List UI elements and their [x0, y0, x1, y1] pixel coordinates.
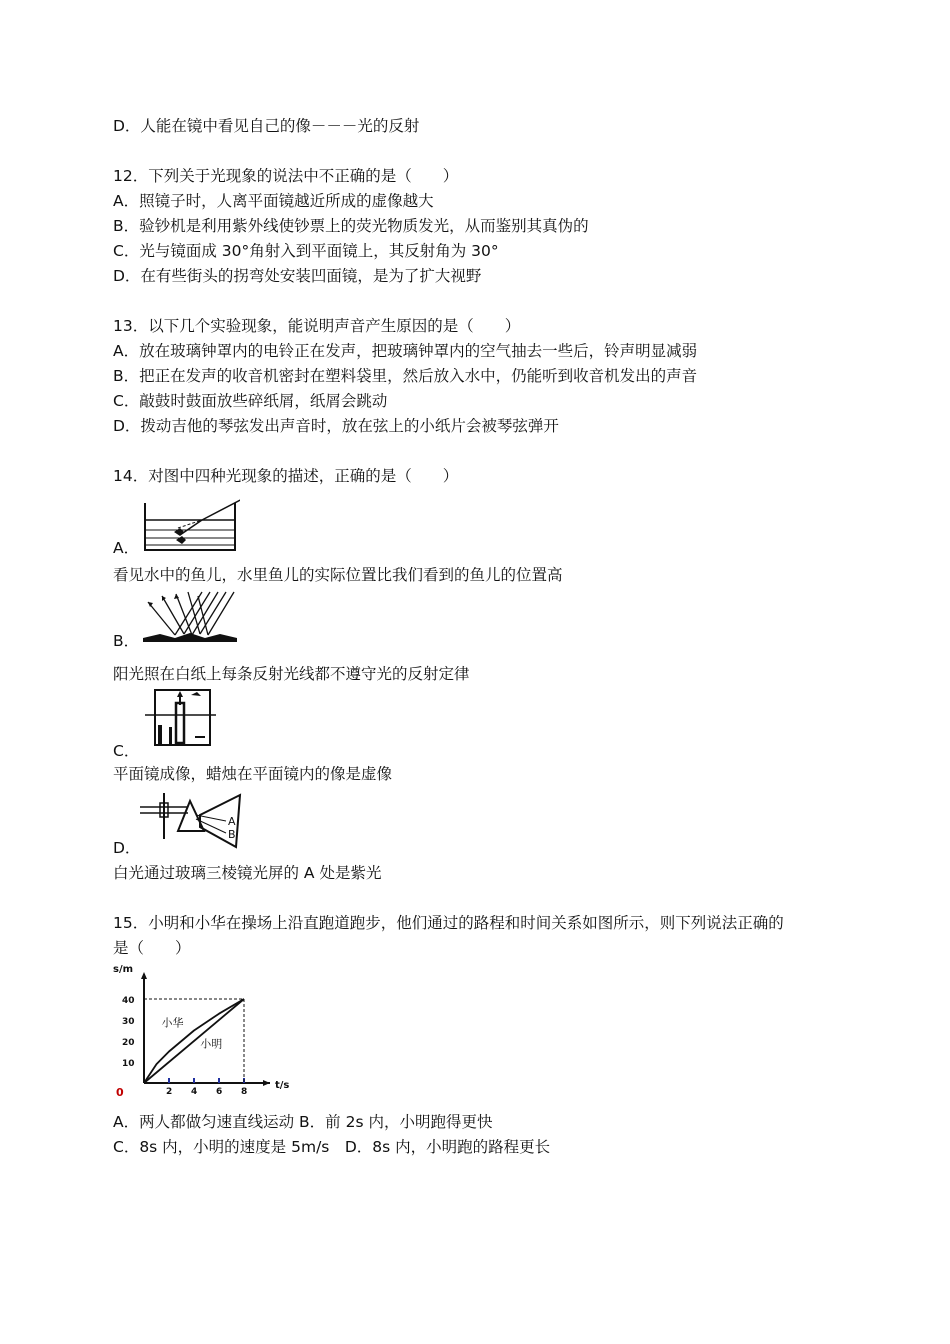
y-tick-label: 10: [122, 1059, 135, 1069]
x-axis-label: t/s: [275, 1080, 290, 1091]
series-line: [144, 999, 244, 1083]
x-tick-label: 4: [191, 1087, 198, 1097]
prism-label-a: A: [228, 815, 236, 828]
diffuse-reflection-figure: [140, 588, 240, 644]
x-tick-label: 2: [166, 1087, 173, 1097]
y-tick-label: 30: [122, 1017, 135, 1027]
q13-option-a: A．放在玻璃钟罩内的电铃正在发声，把玻璃钟罩内的空气抽去一些后，铃声明显减弱: [113, 342, 698, 360]
q14-label-b: B．: [113, 632, 140, 650]
fish-refraction-figure: [140, 488, 240, 556]
q14-desc-a: 看见水中的鱼儿，水里鱼儿的实际位置比我们看到的鱼儿的位置高: [113, 566, 563, 584]
series-label: 小明: [200, 1037, 223, 1051]
q12-stem: 12．下列关于光现象的说法中不正确的是（ ）: [113, 167, 459, 185]
q14-label-c: C．: [113, 742, 140, 760]
q15-stem-line2: 是（ ）: [113, 939, 191, 957]
q14-desc-c: 平面镜成像，蜡烛在平面镜内的像是虚像: [113, 765, 393, 783]
q15-stem-line1: 15．小明和小华在操场上沿直跑道跑步，他们通过的路程和时间关系如图所示，则下列说法正确的: [113, 914, 784, 932]
y-axis-arrow: [141, 972, 147, 979]
y-axis-label: s/m: [113, 964, 134, 975]
y-tick-label: 20: [122, 1038, 135, 1048]
q14-desc-d: 白光通过玻璃三棱镜光屏的 A 处是紫光: [113, 864, 382, 882]
q14-stem: 14．对图中四种光现象的描述，正确的是（ ）: [113, 467, 459, 485]
origin-label: 0: [116, 1086, 124, 1099]
q13-stem: 13．以下几个实验现象，能说明声音产生原因的是（ ）: [113, 317, 521, 335]
series-label: 小华: [161, 1016, 184, 1030]
q13-option-d: D．拨动吉他的琴弦发出声音时，放在弦上的小纸片会被琴弦弹开: [113, 417, 559, 435]
q14-label-d: D．: [113, 839, 141, 857]
q15-options-cd: C．8s 内，小明的速度是 5m/s D．8s 内，小明跑的路程更长: [113, 1138, 551, 1156]
q15-options-ab: A．两人都做匀速直线运动 B．前 2s 内，小明跑得更快: [113, 1113, 493, 1131]
x-tick-label: 6: [216, 1087, 223, 1097]
q12-option-d: D．在有些街头的拐弯处安装凹面镜，是为了扩大视野: [113, 267, 482, 285]
y-tick-label: 40: [122, 996, 135, 1006]
plane-mirror-candle-figure: [143, 687, 218, 751]
distance-time-chart: [112, 960, 297, 1100]
q13-option-c: C．敲鼓时鼓面放些碎纸屑，纸屑会跳动: [113, 392, 388, 410]
q12-option-c: C．光与镜面成 30°角射入到平面镜上，其反射角为 30°: [113, 242, 499, 260]
q13-option-b: B．把正在发声的收音机密封在塑料袋里，然后放入水中，仍能听到收音机发出的声音: [113, 367, 698, 385]
x-tick-label: 8: [241, 1087, 248, 1097]
q12-option-a: A．照镜子时，人离平面镜越近所成的虚像越大: [113, 192, 434, 210]
q14-label-a: A．: [113, 539, 140, 557]
prism-label-b: B: [228, 828, 236, 841]
prism-dispersion-figure: [140, 787, 245, 849]
q12-option-b: B．验钞机是利用紫外线使钞票上的荧光物质发光，从而鉴别其真伪的: [113, 217, 589, 235]
q14-desc-b: 阳光照在白纸上每条反射光线都不遵守光的反射定律: [113, 665, 470, 683]
x-axis-arrow: [263, 1080, 270, 1086]
q11-option-d: D．人能在镜中看见自己的像－－－光的反射: [113, 117, 420, 135]
